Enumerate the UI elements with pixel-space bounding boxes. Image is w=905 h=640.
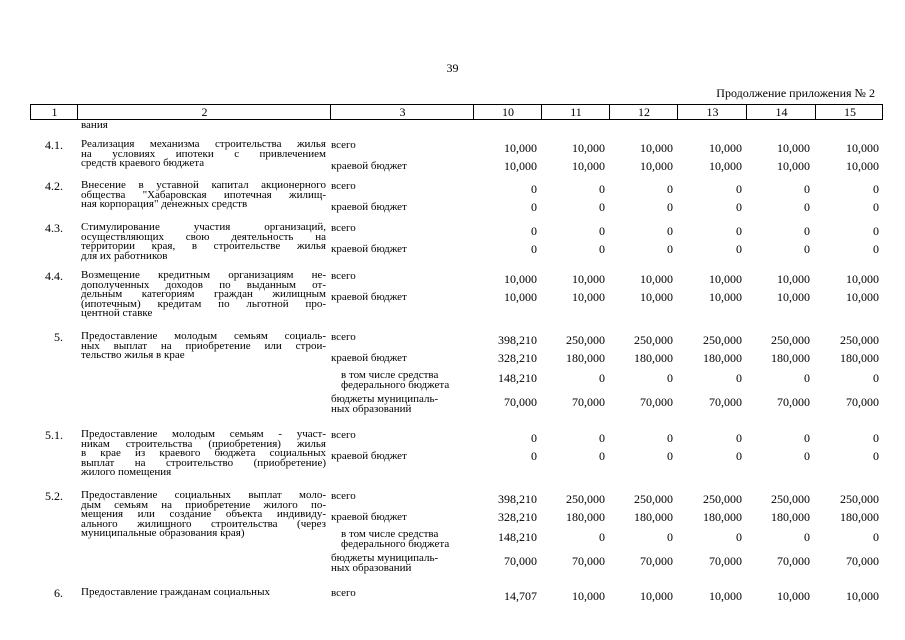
- value-col-13: 250,000: [703, 333, 742, 347]
- description-line: Возмещение кредитным организациям не-: [81, 269, 326, 281]
- value-col-11: 180,000: [566, 351, 605, 365]
- continuation-caption: Продолжение приложения № 2: [716, 86, 875, 100]
- value-col-15: 70,000: [846, 554, 879, 568]
- value-col-13: 10,000: [709, 159, 742, 173]
- funding-source-line: всего: [331, 180, 356, 192]
- value-col-10: 0: [531, 431, 537, 445]
- value-col-10: 0: [531, 224, 537, 238]
- value-col-14: 10,000: [777, 272, 810, 286]
- row-number: 4.1.: [45, 138, 63, 152]
- value-col-13: 10,000: [709, 290, 742, 304]
- funding-source-line: в том числе средства: [341, 369, 439, 381]
- value-col-13: 10,000: [709, 272, 742, 286]
- page-number: 39: [446, 61, 459, 75]
- description-line: средств краевого бюджета: [81, 157, 205, 169]
- funding-source-line: в том числе средства: [341, 528, 439, 540]
- column-header-4: 10: [502, 105, 514, 119]
- value-col-11: 180,000: [566, 510, 605, 524]
- value-col-15: 180,000: [840, 351, 879, 365]
- header-divider: [473, 105, 474, 119]
- column-header-2: 2: [201, 105, 208, 119]
- value-col-14: 0: [804, 182, 810, 196]
- funding-source-line: федерального бюджета: [341, 379, 450, 391]
- value-col-15: 10,000: [846, 290, 879, 304]
- value-col-11: 70,000: [572, 395, 605, 409]
- continued-text-fragment: вания: [81, 119, 108, 131]
- funding-source-line: федерального бюджета: [341, 538, 450, 550]
- value-col-13: 0: [736, 242, 742, 256]
- value-col-15: 0: [873, 530, 879, 544]
- funding-source-line: всего: [331, 490, 356, 502]
- row-number: 5.2.: [45, 489, 63, 503]
- funding-source: [331, 588, 356, 598]
- value-col-12: 0: [667, 530, 673, 544]
- value-col-15: 0: [873, 182, 879, 196]
- header-divider: [541, 105, 542, 119]
- value-col-10: 148,210: [498, 530, 537, 544]
- value-col-13: 0: [736, 371, 742, 385]
- value-col-11: 10,000: [572, 290, 605, 304]
- value-col-11: 0: [599, 182, 605, 196]
- value-col-15: 0: [873, 200, 879, 214]
- value-col-11: 0: [599, 200, 605, 214]
- description-line: Реализация механизма строительства жилья: [81, 138, 326, 150]
- value-col-11: 0: [599, 371, 605, 385]
- value-col-12: 10,000: [640, 589, 673, 603]
- value-col-14: 250,000: [771, 333, 810, 347]
- description-line: мещения или создание объекта индивиду-: [81, 508, 326, 520]
- description-line: муниципальные образования края): [81, 527, 245, 539]
- funding-source: [331, 181, 356, 191]
- description-line: Предоставление молодым семьям социаль-: [81, 330, 326, 342]
- funding-source-line: краевой бюджет: [331, 243, 407, 255]
- value-col-11: 70,000: [572, 554, 605, 568]
- value-col-11: 250,000: [566, 333, 605, 347]
- funding-source: [331, 491, 356, 501]
- description-line: тельство жилья в крае: [81, 349, 185, 361]
- value-col-13: 180,000: [703, 510, 742, 524]
- funding-source-line: всего: [331, 270, 356, 282]
- value-col-14: 0: [804, 530, 810, 544]
- column-header-3: 3: [399, 105, 406, 119]
- description-line: Предоставление социальных выплат моло-: [81, 489, 326, 501]
- row-number: 6.: [54, 586, 63, 600]
- value-col-14: 250,000: [771, 492, 810, 506]
- value-col-10: 70,000: [504, 395, 537, 409]
- funding-source-line: бюджеты муниципаль-: [331, 393, 439, 405]
- row-number: 5.: [54, 330, 63, 344]
- row-description: [81, 271, 326, 319]
- funding-source: [331, 553, 438, 573]
- funding-source-line: всего: [331, 222, 356, 234]
- value-col-12: 70,000: [640, 395, 673, 409]
- value-col-14: 0: [804, 242, 810, 256]
- value-col-10: 398,210: [498, 492, 537, 506]
- header-divider: [609, 105, 610, 119]
- description-line: ных выплат на приобретение или строи-: [81, 339, 326, 352]
- value-col-10: 10,000: [504, 141, 537, 155]
- funding-source-line: всего: [331, 139, 356, 151]
- row-description: [81, 588, 326, 598]
- description-line: общества "Хабаровская ипотечная жилищ-: [81, 188, 326, 201]
- header-divider: [815, 105, 816, 119]
- funding-source: [331, 161, 407, 171]
- table-header-row: [30, 104, 883, 120]
- funding-source-line: краевой бюджет: [331, 201, 407, 213]
- row-number: 4.3.: [45, 221, 63, 235]
- value-col-10: 0: [531, 449, 537, 463]
- funding-source-line: ных образований: [331, 403, 412, 415]
- value-col-14: 0: [804, 200, 810, 214]
- value-col-11: 0: [599, 224, 605, 238]
- description-line: центной ставке: [81, 307, 153, 319]
- column-header-5: 11: [570, 105, 582, 119]
- description-line: (ипотечным) кредитам по льготной про-: [81, 297, 326, 310]
- value-col-12: 10,000: [640, 272, 673, 286]
- value-col-13: 10,000: [709, 589, 742, 603]
- value-col-13: 0: [736, 224, 742, 238]
- funding-source: [341, 529, 449, 549]
- value-col-14: 0: [804, 224, 810, 238]
- funding-source-line: краевой бюджет: [331, 291, 407, 303]
- value-col-15: 10,000: [846, 141, 879, 155]
- description-line: осуществляющих свою деятельность на: [81, 230, 326, 243]
- description-line: дым семьям на приобретение жилого по-: [81, 498, 326, 511]
- value-col-11: 0: [599, 431, 605, 445]
- value-col-15: 0: [873, 224, 879, 238]
- value-col-15: 10,000: [846, 589, 879, 603]
- value-col-15: 0: [873, 449, 879, 463]
- value-col-10: 0: [531, 200, 537, 214]
- column-header-7: 13: [706, 105, 719, 119]
- row-number: 4.4.: [45, 269, 63, 283]
- value-col-14: 180,000: [771, 510, 810, 524]
- description-line: ального жилищного строительства (через: [81, 517, 326, 530]
- value-col-15: 0: [873, 431, 879, 445]
- value-col-12: 10,000: [640, 159, 673, 173]
- description-line: Предоставление гражданам социальных: [81, 586, 270, 598]
- row-description: [81, 430, 326, 478]
- column-header-9: 15: [844, 105, 856, 119]
- funding-source-line: краевой бюджет: [331, 450, 407, 462]
- value-col-11: 0: [599, 530, 605, 544]
- description-line: Стимулирование участия организаций,: [81, 221, 326, 233]
- value-col-12: 180,000: [634, 351, 673, 365]
- value-col-10: 70,000: [504, 554, 537, 568]
- value-col-12: 0: [667, 371, 673, 385]
- value-col-11: 10,000: [572, 159, 605, 173]
- value-col-12: 0: [667, 224, 673, 238]
- value-col-12: 10,000: [640, 290, 673, 304]
- funding-source: [331, 512, 407, 522]
- value-col-12: 0: [667, 431, 673, 445]
- description-line: для их работников: [81, 249, 168, 262]
- value-col-10: 328,210: [498, 510, 537, 524]
- value-col-14: 180,000: [771, 351, 810, 365]
- description-line: на условиях ипотеки с привлечением: [81, 147, 326, 160]
- value-col-11: 0: [599, 449, 605, 463]
- value-col-15: 250,000: [840, 492, 879, 506]
- value-col-13: 0: [736, 182, 742, 196]
- description-line: выплат на строительство (приобретение): [81, 456, 326, 469]
- value-col-13: 0: [736, 431, 742, 445]
- funding-source: [331, 332, 356, 342]
- funding-source: [341, 370, 449, 390]
- value-col-12: 70,000: [640, 554, 673, 568]
- funding-source: [331, 451, 407, 461]
- value-col-15: 0: [873, 242, 879, 256]
- value-col-10: 0: [531, 242, 537, 256]
- value-col-10: 328,210: [498, 351, 537, 365]
- description-line: дополученных доходов по выданным от-: [81, 278, 326, 291]
- column-header-1: 1: [51, 105, 58, 119]
- column-header-6: 12: [638, 105, 650, 119]
- funding-source-line: краевой бюджет: [331, 511, 407, 523]
- description-line: жилого помещения: [81, 466, 172, 478]
- funding-source: [331, 394, 438, 414]
- header-divider: [77, 105, 78, 119]
- value-col-12: 0: [667, 200, 673, 214]
- value-col-13: 0: [736, 200, 742, 214]
- description-line: никам строительства (приобретения) жилья: [81, 437, 326, 450]
- description-line: дельным категориям граждан жилищным: [81, 288, 326, 300]
- description-line: Внесение в уставной капитал акционерного: [81, 179, 326, 191]
- row-description: [81, 181, 326, 210]
- value-col-12: 10,000: [640, 141, 673, 155]
- value-col-10: 0: [531, 182, 537, 196]
- value-col-11: 0: [599, 242, 605, 256]
- value-col-15: 10,000: [846, 272, 879, 286]
- value-col-14: 10,000: [777, 589, 810, 603]
- funding-source: [331, 140, 356, 150]
- value-col-14: 70,000: [777, 554, 810, 568]
- row-description: [81, 223, 326, 261]
- value-col-15: 10,000: [846, 159, 879, 173]
- header-divider: [330, 105, 331, 119]
- value-col-14: 10,000: [777, 159, 810, 173]
- value-col-13: 70,000: [709, 554, 742, 568]
- row-number: 5.1.: [45, 428, 63, 442]
- funding-source-line: всего: [331, 587, 356, 599]
- value-col-14: 0: [804, 449, 810, 463]
- value-col-14: 70,000: [777, 395, 810, 409]
- value-col-15: 70,000: [846, 395, 879, 409]
- value-col-10: 148,210: [498, 371, 537, 385]
- row-description: [81, 140, 326, 169]
- value-col-13: 10,000: [709, 141, 742, 155]
- value-col-10: 10,000: [504, 159, 537, 173]
- funding-source-line: бюджеты муниципаль-: [331, 552, 439, 564]
- value-col-12: 180,000: [634, 510, 673, 524]
- header-divider: [677, 105, 678, 119]
- header-divider: [746, 105, 747, 119]
- column-header-8: 14: [775, 105, 788, 119]
- value-col-13: 250,000: [703, 492, 742, 506]
- funding-source: [331, 244, 407, 254]
- row-number: 4.2.: [45, 179, 63, 193]
- row-description: [81, 332, 326, 361]
- value-col-12: 250,000: [634, 333, 673, 347]
- value-col-13: 0: [736, 530, 742, 544]
- funding-source: [331, 202, 407, 212]
- description-line: в крае из краевого бюджета социальных: [81, 447, 326, 459]
- value-col-13: 180,000: [703, 351, 742, 365]
- description-line: ная корпорация" денежных средств: [81, 198, 248, 210]
- value-col-15: 0: [873, 371, 879, 385]
- value-col-11: 10,000: [572, 272, 605, 286]
- value-col-14: 10,000: [777, 290, 810, 304]
- value-col-12: 0: [667, 242, 673, 256]
- value-col-12: 0: [667, 449, 673, 463]
- description-line: территории края, в строительстве жилья: [81, 240, 326, 252]
- funding-source-line: краевой бюджет: [331, 160, 407, 172]
- value-col-14: 0: [804, 431, 810, 445]
- value-col-11: 250,000: [566, 492, 605, 506]
- funding-source: [331, 353, 407, 363]
- value-col-14: 0: [804, 371, 810, 385]
- funding-source-line: всего: [331, 331, 356, 343]
- value-col-11: 10,000: [572, 589, 605, 603]
- funding-source: [331, 430, 356, 440]
- funding-source: [331, 292, 407, 302]
- value-col-12: 250,000: [634, 492, 673, 506]
- value-col-15: 250,000: [840, 333, 879, 347]
- funding-source-line: краевой бюджет: [331, 352, 407, 364]
- value-col-11: 10,000: [572, 141, 605, 155]
- row-description: [81, 491, 326, 539]
- description-line: Предоставление молодым семьям - участ-: [81, 428, 326, 440]
- value-col-13: 70,000: [709, 395, 742, 409]
- value-col-10: 10,000: [504, 272, 537, 286]
- funding-source: [331, 271, 356, 281]
- value-col-10: 398,210: [498, 333, 537, 347]
- funding-source-line: всего: [331, 429, 356, 441]
- value-col-10: 10,000: [504, 290, 537, 304]
- funding-source-line: ных образований: [331, 562, 412, 574]
- value-col-12: 0: [667, 182, 673, 196]
- value-col-15: 180,000: [840, 510, 879, 524]
- value-col-10: 14,707: [504, 589, 537, 603]
- funding-source: [331, 223, 356, 233]
- value-col-14: 10,000: [777, 141, 810, 155]
- value-col-13: 0: [736, 449, 742, 463]
